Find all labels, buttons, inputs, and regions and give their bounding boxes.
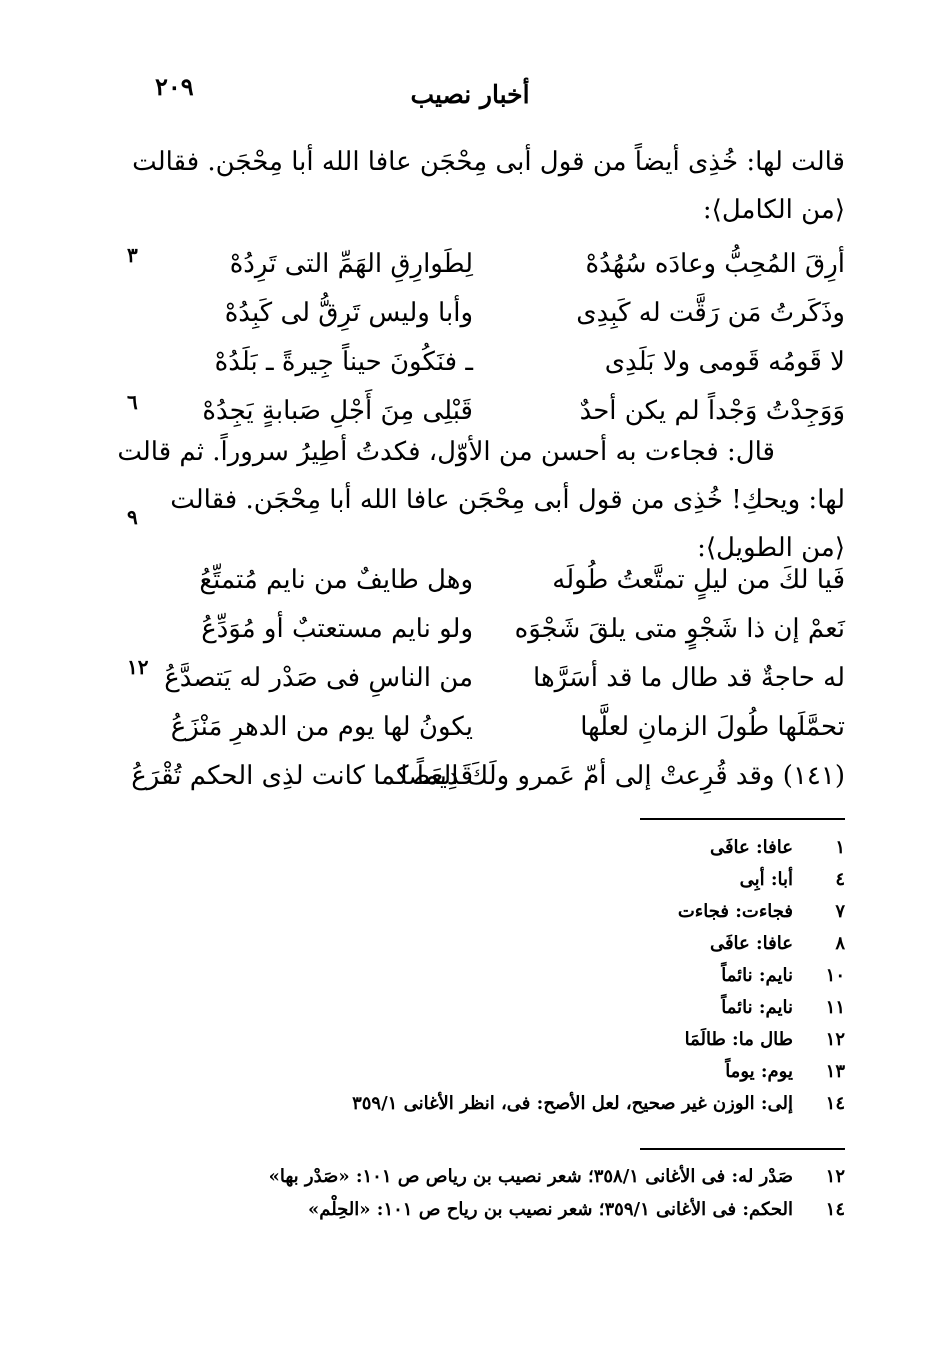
verse-second-hemistich: ـ فنَكُونَ حيناً جِيرةً ـ بَلَدُهْ <box>214 347 473 377</box>
verse-second-hemistich: قَدِيماً كما كانت لذِى الحكم تُقْرَعُ <box>131 761 473 791</box>
verse-second-hemistich: من الناسِ فى صَدْر له يَتصدَّعُ <box>164 663 473 693</box>
note-row <box>290 832 845 864</box>
verse-row <box>155 240 845 289</box>
verse-first-hemistich: لا قَومُه قَومى ولا بَلَدِى <box>604 347 845 377</box>
note-line-number: ١٤ <box>825 1199 845 1220</box>
page-number: ٢٠٩ <box>155 72 194 101</box>
note-row <box>290 992 845 1024</box>
verse-first-hemistich: أرِقَ المُحِبُّ وعادَه سُهُدُهْ <box>585 249 845 279</box>
note-text: صَدْر له: فى الأغانى ٣٥٨/١؛ شعر نصيب بن رياص ص ١٠١: «صَدْر بها» <box>268 1166 793 1187</box>
verse-first-hemistich: له حاجةٌ قد طال ما قد أسَرَّها <box>533 663 845 693</box>
verse-row <box>155 654 845 703</box>
prose-paragraph-2 <box>117 428 845 572</box>
note-text: طال ما: طالَمَا <box>684 1029 793 1050</box>
note-line-number: ١ <box>835 837 845 858</box>
prose-line: قالت لها: خُذِى أيضاً من قول أبى مِحْجَن عافا الله أبا مِحْجَن. فقالت <box>132 147 845 177</box>
note-text: إلى: الوزن غير صحيح، لعل الأصح: فى، انظر الأغانى ٣٥٩/١ <box>352 1093 793 1114</box>
note-row <box>290 960 845 992</box>
line-number: ٣ <box>127 243 138 267</box>
verse-row <box>155 605 845 654</box>
note-row <box>290 928 845 960</box>
running-head: أخبار نصيب <box>410 80 530 109</box>
verse-row <box>155 289 845 338</box>
note-line-number: ١٠ <box>825 965 845 986</box>
note-row <box>290 1193 845 1226</box>
verse-row <box>155 556 845 605</box>
note-text: أبا: أبِى <box>739 869 793 890</box>
note-text: الحكم: فى الأغانى ٣٥٩/١؛ شعر نصيب بن رياح ص ١٠١: «الحِلْم» <box>307 1199 793 1220</box>
prose-paragraph-1 <box>132 138 845 234</box>
line-number: ١٢ <box>127 655 149 679</box>
note-line-number: ٤ <box>835 869 845 890</box>
poem-1 <box>155 240 845 436</box>
verse-first-hemistich: تحمَّلَها طُولَ الزمانِ لعلَّها <box>580 712 845 742</box>
note-row <box>290 1024 845 1056</box>
note-line-number: ١٣ <box>825 1061 845 1082</box>
meter-label: ⟨من الطويل⟩: <box>697 533 845 563</box>
verse-first-hemistich: فَيا لكَ من ليلٍ تمتَّعتُ طُولَه <box>552 565 845 595</box>
verse-second-hemistich: ولو نايم مستعتبٌ أو مُوَدِّعُ <box>201 614 473 644</box>
footnote-divider <box>640 818 845 820</box>
verse-row <box>131 752 845 801</box>
verse-first-hemistich: وَوَجِدْتُ وَجْداً لم يكن أحدٌ <box>579 396 845 426</box>
note-text: نايم: نائماً <box>721 997 793 1018</box>
verse-second-hemistich: وأبا وليس تَرِقُّ لى كَبِدُهْ <box>224 298 473 328</box>
note-line-number: ٨ <box>835 933 845 954</box>
verse-first-hemistich: نَعمْ إن ذا شَجْوٍ متى يلقَ شَجْوَه <box>514 614 845 644</box>
verse-second-hemistich: قَبْلِى مِنَ أَجْلِ صَبابةٍ يَجِدُهْ <box>202 396 473 426</box>
note-row <box>290 1088 845 1120</box>
note-line-number: ١٤ <box>825 1093 845 1114</box>
verse-second-hemistich: لِطَوارِقِ الهَمِّ التى تَرِدُهْ <box>229 249 473 279</box>
note-line-number: ٧ <box>835 901 845 922</box>
apparatus-notes <box>290 832 845 1120</box>
verse-second-hemistich: وهل طايفٌ من نايم مُتمتِّعُ <box>199 565 473 595</box>
source-notes <box>268 1160 845 1226</box>
prose-line: لها: ويحكِ! خُذِى من قول أبى مِحْجَن عافا الله أبا مِحْجَن. فقالت <box>170 485 845 515</box>
note-row <box>290 896 845 928</box>
note-row <box>290 1056 845 1088</box>
verse-row <box>155 703 845 752</box>
note-line-number: ١٢ <box>825 1029 845 1050</box>
line-number: ٩ <box>127 505 138 529</box>
note-line-number: ١٢ <box>825 1166 845 1187</box>
note-text: نايم: نائماً <box>721 965 793 986</box>
note-line-number: ١١ <box>825 997 845 1018</box>
verse-row <box>155 338 845 387</box>
meter-label: ⟨من الكامل⟩: <box>702 195 845 225</box>
note-row <box>290 864 845 896</box>
verse-first-hemistich: (١٤١) وقد قُرِعتْ إلى أمّ عَمرو ولَكَ العَصا <box>400 761 845 791</box>
footnote-divider <box>640 1148 845 1150</box>
note-row <box>268 1160 845 1193</box>
line-number: ٦ <box>127 390 138 414</box>
note-text: فجاءت: فجاءت <box>677 901 793 922</box>
prose-line: قال: فجاءت به أحسن من الأوّل، فكدتُ أطِيرُ سروراً. ثم قالت <box>117 437 775 467</box>
note-text: يوم: يوماً <box>725 1061 793 1082</box>
verse-first-hemistich: وذَكَرتُ مَن رَقَّت له كَبِدِى <box>576 298 845 328</box>
verse-second-hemistich: يكونُ لها يوم من الدهرِ مَنْزَعُ <box>170 712 473 742</box>
note-text: عافا: عافَى <box>709 933 793 954</box>
note-text: عافا: عافَى <box>709 837 793 858</box>
